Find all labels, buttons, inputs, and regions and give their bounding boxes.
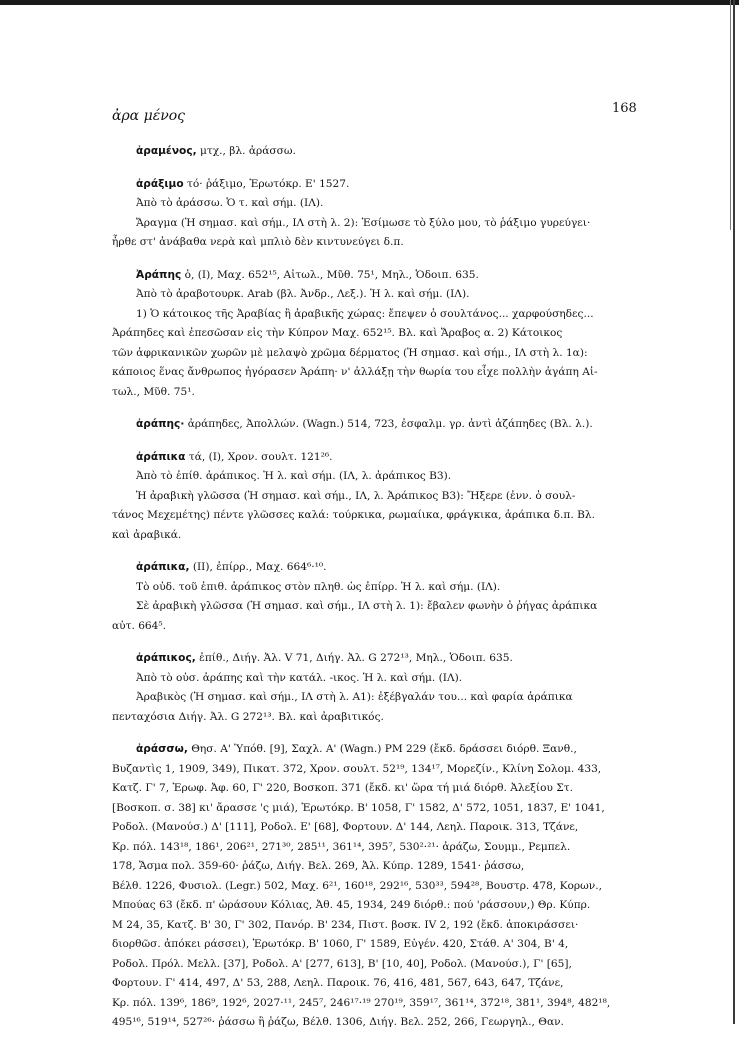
entry-line: Ροδολ. (Μανούσ.) Δ' [111], Ροδολ. Ε' [68], Φορτουν. Δ' 144, Λεηλ. Παροικ. 313, Τζάνε, [112, 821, 579, 833]
entry-line: καὶ ἀραβικά. [112, 528, 182, 541]
entry-line: Βέλθ. 1226, Φυσιολ. (Legr.) 502, Μαχ. 6²¹, 160¹⁸, 292¹⁶, 530³³, 594²⁸, Βουστρ. 478, Κορων., [112, 879, 602, 892]
entry-first-line [112, 649, 652, 669]
entry-line: [Βοσκοπ. σ. 38] κι' ἄρασσε 'ς μιά), Ἐρωτόκρ. Β' 1058, Γ' 1582, Δ' 572, 1051, 1837, Ε' 1041, [112, 801, 605, 814]
entry-line: Ἀραβικὸς (Ἡ σημασ. καὶ σήμ., ΙΛ στὴ λ. Α1): ἐξέβγαλάν του... καὶ φαρία ἀράπικα [136, 691, 573, 703]
entry-line: Ἀπὸ τὸ ἐπίθ. ἀράπικος. Ἡ λ. καὶ σήμ. (ΙΛ, λ. ἀράπικος Β3). [136, 470, 452, 482]
entry-first-line [112, 266, 652, 286]
entry-line: 178, Ἄσμα πολ. 359-60· ῥάζω, Διήγ. Βελ. 269, Ἀλ. Κύπρ. 1289, 1541· ῥάσσω, [112, 860, 525, 872]
entry-line: πενταχόσια Διήγ. Ἀλ. G 272¹³. Βλ. καὶ ἀραβιτικός. [112, 710, 384, 723]
entry-line: Κρ. πόλ. 139⁶, 186⁹, 192⁶, 2027·¹¹, 245⁷, 246¹⁷·¹⁹ 270¹⁹, 359¹⁷, 361¹⁴, 372¹⁸, 381¹, 394⁸, 482¹⁸, [112, 996, 611, 1009]
entry-line: Μ 24, 35, Κατζ. Β' 30, Γ' 302, Πανόρ. Β' 234, Πιστ. βοσκ. IV 2, 192 (ἔκδ. ἀποκιράσσει· [112, 918, 579, 931]
entry-first-line [112, 142, 652, 162]
entry-line: Ροδολ. Πρόλ. Μελλ. [37], Ροδολ. Α' [277, 613], Β' [10, 40], Ροδολ. (Μανούσ.), Γ' [65], [112, 957, 572, 970]
entry-arapika-adverb [112, 558, 652, 636]
entry-line: Τὸ οὐδ. τοῦ ἐπιθ. ἀράπικος στὸν πληθ. ὡς ἐπίρρ. Ἡ λ. καὶ σήμ. (ΙΛ). [136, 580, 501, 593]
entry-arapika-noun [112, 448, 652, 546]
entry-line: αὐτ. 664⁵. [112, 619, 167, 632]
entry-text: τά, (Ι), Χρον. σουλτ. 121²⁶. [188, 450, 333, 463]
entry-line: ἦρθε στ' ἀνάβαθα νερὰ καὶ μπλιὸ δὲν κιντυνεύγει δ.π. [112, 236, 404, 248]
entry-line: Μπούας 63 (ἔκδ. π' ὡράσουν Κόλιας, Ἀθ. 45, 1934, 249 διόρθ.: πού 'ράσσουν,) Θρ. Κύπρ. [112, 899, 591, 911]
entry-line: 495¹⁶, 519¹⁴, 527²⁶· ῥάσσω ἢ ῥάζω, Βέλθ. 1306, Διήγ. Βελ. 252, 266, Γεωργηλ., Θαν. [112, 1016, 564, 1028]
entry-text: μτχ., βλ. ἀράσσω. [200, 145, 296, 157]
entry-line: Φορτουν. Γ' 414, 497, Δ' 53, 288, Λεηλ. Παροικ. 76, 416, 481, 567, 643, 647, Τζάνε, [112, 977, 564, 989]
entry-line: Βυζαντὶς 1, 1909, 349), Πικατ. 372, Χρον. σουλτ. 52¹⁹, 134¹⁷, Μορεζίν., Κλίνη Σολομ. 433, [112, 762, 602, 775]
entry-line: διορθῶσ. ἀπόκει ράσσει), Ἐρωτόκρ. Β' 1060, Γ' 1589, Εὐγέν. 420, Στάθ. Α' 304, Β' 4, [112, 938, 569, 950]
entry-text: ὁ, (Ι), Μαχ. 652¹⁵, Αἰτωλ., Μῦθ. 75¹, Μηλ., Ὁδοιπ. 635. [184, 268, 479, 281]
dictionary-body [112, 142, 652, 1046]
entry-line: τῶν ἀφρικανικῶν χωρῶν μὲ μελαψὸ χρῶμα δέρματος (Ἡ σημασ. καὶ σήμ., ΙΛ στὴ λ. 1α): [112, 346, 588, 359]
page-number: 168 [612, 101, 637, 116]
headword: ἀράπης· [136, 418, 185, 430]
entry-line: Σὲ ἀραβικὴ γλῶσσα (Ἡ σημασ. καὶ σήμ., ΙΛ στὴ λ. 1): ἔβαλεν φωνὴν ὁ ῥήγας ἀράπικα [136, 600, 598, 612]
entry-line: Κρ. πόλ. 143¹⁸, 186¹, 206²¹, 271³⁰, 285¹¹, 361¹⁴, 395⁷, 530²·²¹· ἀράζω, Σουμμ., Ρεμπελ. [112, 840, 571, 853]
entry-arapis-plural [112, 415, 652, 435]
entry-line: Ἄραγμα (Ἡ σημασ. καὶ σήμ., ΙΛ στὴ λ. 2): Ἐσίμωσε τὸ ξύλο μου, τὸ ῥάξιμο γυρεύγει· [136, 216, 591, 229]
top-border-line [0, 0, 739, 5]
entry-first-line [112, 415, 652, 435]
entry-first-line [112, 448, 652, 468]
entry-arapikos [112, 649, 652, 727]
entry-line: τάνος Μεχεμέτης) πέντε γλῶσσες καλά: τούρκικα, ρωμαίικα, φράγκικα, ἀράπικα δ.π. Βλ. [112, 509, 595, 521]
entry-line: κάποιος ἕνας ἄνθρωπος ἠγόρασεν Ἀράπη· ν' ἀλλάξῃ τὴν θωρία του εἶχε πολλὴν ἀγάπη Αἰ- [112, 366, 598, 378]
entry-first-line [112, 175, 652, 195]
entry-line: Ἀπὸ τὸ ἀράσσω. Ὁ τ. καὶ σήμ. (ΙΛ). [136, 197, 324, 209]
entry-text: ἀράπηδες, Ἀπολλών. (Wagn.) 514, 723, ἐσφαλμ. γρ. ἀντὶ ἀζάπηδες (Βλ. λ.). [187, 418, 593, 430]
headword: ἀράπικα [136, 450, 186, 463]
entry-araximo [112, 175, 652, 253]
entry-line: Ἀπὸ τὸ ἀραβοτουρκ. Arab (βλ. Ἀνδρ., Λεξ.). Ἡ λ. καὶ σήμ. (ΙΛ). [136, 288, 470, 300]
running-header-word: ἀρα μένος [112, 108, 185, 124]
entry-line: 1) Ὁ κάτοικος τῆς Ἀραβίας ἢ ἀραβικῆς χώρας: ἔπεψεν ὁ σουλτάνος... χαρφούσηδες... [136, 307, 594, 320]
entry-line: Ἀράπηδες καὶ ἐπεσῶσαν εἰς τὴν Κύπρον Μαχ. 652¹⁵. Βλ. καὶ Ἄραβος α. 2) Κάτοικος [112, 327, 563, 339]
entry-text: Θησ. Α' Ὑπόθ. [9], Σαχλ. Α' (Wagn.) PM 229 (ἔκδ. δράσσει διόρθ. Ξανθ., [191, 743, 577, 755]
entry-line: Ἡ ἀραβικὴ γλῶσσα (Ἡ σημασ. καὶ σήμ., ΙΛ, λ. Ἀράπικος Β3): Ἤξερε (ἐνν. ὁ σουλ- [136, 489, 576, 502]
entry-text: ἐπίθ., Διήγ. Ἀλ. V 71, Διήγ. Ἀλ. G 272¹³, Μηλ., Ὁδοιπ. 635. [199, 652, 513, 664]
entry-first-line [112, 740, 652, 760]
headword: ἀράπικος, [136, 652, 196, 664]
entry-line: Κατζ. Γ' 7, Ἐρωφ. Ἀφ. 60, Γ' 220, Βοσκοπ. 371 (ἔκδ. κι' ὥρα τή μιά διόρθ. Ἀλεξίου Στ. [112, 782, 573, 794]
entry-line: τωλ., Μῦθ. 75¹. [112, 385, 195, 398]
headword: ἀράπικα, [136, 561, 190, 573]
entry-arapis [112, 266, 652, 403]
headword: ἀράσσω, [136, 743, 188, 755]
entry-aramenos [112, 142, 652, 162]
headword: ἀράξιμο [136, 177, 184, 190]
entry-text: (ΙΙ), ἐπίρρ., Μαχ. 664⁶·¹⁰. [192, 561, 327, 573]
headword: Ἀράπης [136, 268, 182, 281]
entry-text: τό· ῥάξιμο, Ἐρωτόκρ. Ε' 1527. [186, 177, 350, 190]
entry-first-line [112, 558, 652, 578]
entry-arasso [112, 740, 652, 1033]
right-border-shadow [730, 0, 731, 230]
entry-line: Ἀπὸ τὸ οὐσ. ἀράπης καὶ τὴν κατάλ. -ικος. Ἡ λ. καὶ σήμ. (ΙΛ). [136, 671, 463, 684]
right-border-line [733, 0, 735, 1024]
headword: ἀραμένος, [136, 145, 197, 157]
